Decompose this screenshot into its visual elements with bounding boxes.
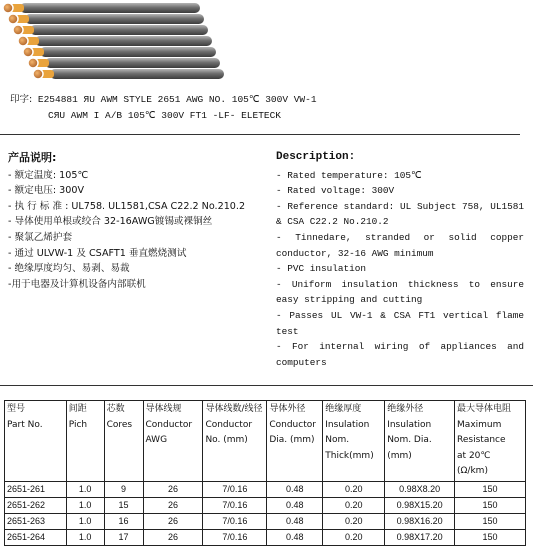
table-cell: 26: [143, 529, 203, 545]
table-cell: 1.0: [66, 497, 104, 513]
copper-conductor-end: [23, 47, 33, 57]
table-header-cell: 绝缘厚度 Insulation Nom. Thick(mm): [323, 401, 385, 482]
table-cell: 0.20: [323, 481, 385, 497]
cable-conductor-insulation: [45, 58, 220, 68]
table-cell: 150: [455, 529, 526, 545]
cable-conductor-insulation: [40, 47, 216, 57]
copper-conductor-end: [28, 58, 38, 68]
table-cell: 0.98X16.20: [385, 513, 455, 529]
table-cell: 15: [104, 497, 143, 513]
table-cell: 0.98X8.20: [385, 481, 455, 497]
table-cell: 0.98X17.20: [385, 529, 455, 545]
description-en-line: - Passes UL VW-1 & CSA FT1 vertical flame test: [276, 309, 524, 337]
description-cn-title: 产品说明:: [8, 151, 57, 164]
table-header-cell: 导体外径 Conductor Dia. (mm): [267, 401, 323, 482]
description-cn-line: - 额定温度: 105℃: [8, 169, 89, 181]
table-header-cell: 导体线数/线径 Conductor No. (mm): [203, 401, 267, 482]
table-cell: 0.98X15.20: [385, 497, 455, 513]
description-cn-line: - 额定电压: 300V: [8, 185, 85, 197]
table-cell: 7/0.16: [203, 529, 267, 545]
description-cn-line: - 导体使用单根或绞合 32-16AWG镀锡或裸铜丝: [8, 216, 213, 228]
table-cell: 7/0.16: [203, 481, 267, 497]
description-english: [276, 150, 524, 370]
table-cell: 9: [104, 481, 143, 497]
table-cell: 2651-264: [5, 529, 67, 545]
description-en-line: - For internal wiring of appliances and computers: [276, 341, 524, 368]
table-cell: 0.20: [323, 497, 385, 513]
table-cell: 2651-262: [5, 497, 67, 513]
description-en-title: Description:: [276, 151, 356, 163]
table-header-cell: 最大导体电阻 Maximum Resistance at 20℃ (Ω/km): [455, 401, 526, 482]
imprint-line-1: E254881 ЯU AWM STYLE 2651 AWG NO. 105℃ 300V VW-1: [37, 94, 317, 105]
table-cell: 26: [143, 497, 203, 513]
table-row: [5, 513, 526, 529]
table-cell: 1.0: [66, 481, 104, 497]
table-header-cell: 芯数 Cores: [104, 401, 143, 482]
cable-imprint: [10, 92, 317, 124]
copper-conductor-end: [3, 3, 13, 13]
description-en-line: - Rated temperature: 105℃: [276, 169, 422, 181]
cable-conductor-insulation: [25, 14, 204, 24]
description-en-line: - Rated voltage: 300V: [276, 185, 395, 197]
description-cn-line: - 绝缘厚度均匀、易剥、易裁: [8, 263, 130, 275]
table-cell: 150: [455, 497, 526, 513]
table-cell: 0.48: [267, 513, 323, 529]
imprint-line-2: CЯU AWM I A/B 105℃ 300V FT1 -LF- ELETECK: [48, 110, 282, 121]
table-cell: 0.48: [267, 497, 323, 513]
cable-conductor-insulation: [20, 3, 200, 13]
description-en-line: - Reference standard: UL Subject 758, UL1581 & CSA C22.2 No.210.2: [276, 200, 524, 228]
cable-conductor-insulation: [35, 36, 212, 46]
copper-conductor-end: [8, 14, 18, 24]
table-header-cell: 间距 Pich: [66, 401, 104, 482]
table-cell: 7/0.16: [203, 497, 267, 513]
description-en-line: - Uniform insulation thickness to ensure easy stripping and cutting: [276, 278, 524, 306]
description-cn-line: - 聚氯乙烯护套: [8, 231, 73, 243]
description-chinese: [8, 150, 268, 292]
table-header-cell: 绝缘外径 Insulation Nom. Dia. (mm): [385, 401, 455, 482]
description-cn-line: -用于电器及计算机设备内部联机: [8, 278, 146, 290]
description-en-line: - PVC insulation: [276, 263, 367, 275]
section-divider: [0, 134, 520, 135]
table-cell: 2651-261: [5, 481, 67, 497]
table-header-cell: 导体线规 Conductor AWG: [143, 401, 203, 482]
table-cell: 2651-263: [5, 513, 67, 529]
table-header-cell: 型号 Part No.: [5, 401, 67, 482]
table-row: [5, 529, 526, 545]
table-cell: 0.20: [323, 529, 385, 545]
description-cn-line: - 执 行 标 准 : UL758. UL1581,CSA C22.2 No.210.2: [8, 200, 246, 212]
imprint-label: 印字:: [10, 94, 33, 105]
cable-conductor-insulation: [30, 25, 208, 35]
ribbon-cable-photo: [0, 0, 240, 88]
table-cell: 1.0: [66, 529, 104, 545]
table-cell: 150: [455, 481, 526, 497]
table-cell: 0.48: [267, 529, 323, 545]
table-header-row: [5, 401, 526, 482]
table-cell: 26: [143, 513, 203, 529]
table-row: [5, 497, 526, 513]
table-row: [5, 481, 526, 497]
table-cell: 150: [455, 513, 526, 529]
description-en-line: - Tinnedare, stranded or solid copper conductor, 32-16 AWG minimum: [276, 231, 524, 259]
table-cell: 7/0.16: [203, 513, 267, 529]
table-cell: 0.20: [323, 513, 385, 529]
table-cell: 1.0: [66, 513, 104, 529]
table-cell: 0.48: [267, 481, 323, 497]
description-cn-line: - 通过 ULVW-1 及 CSAFT1 垂直燃烧测试: [8, 247, 187, 259]
table-cell: 17: [104, 529, 143, 545]
specification-table: [4, 400, 526, 546]
table-divider: [0, 385, 533, 386]
table-cell: 26: [143, 481, 203, 497]
cable-conductor-insulation: [50, 69, 224, 79]
copper-conductor-end: [18, 36, 28, 46]
copper-conductor-end: [33, 69, 43, 79]
copper-conductor-end: [13, 25, 23, 35]
table-cell: 16: [104, 513, 143, 529]
